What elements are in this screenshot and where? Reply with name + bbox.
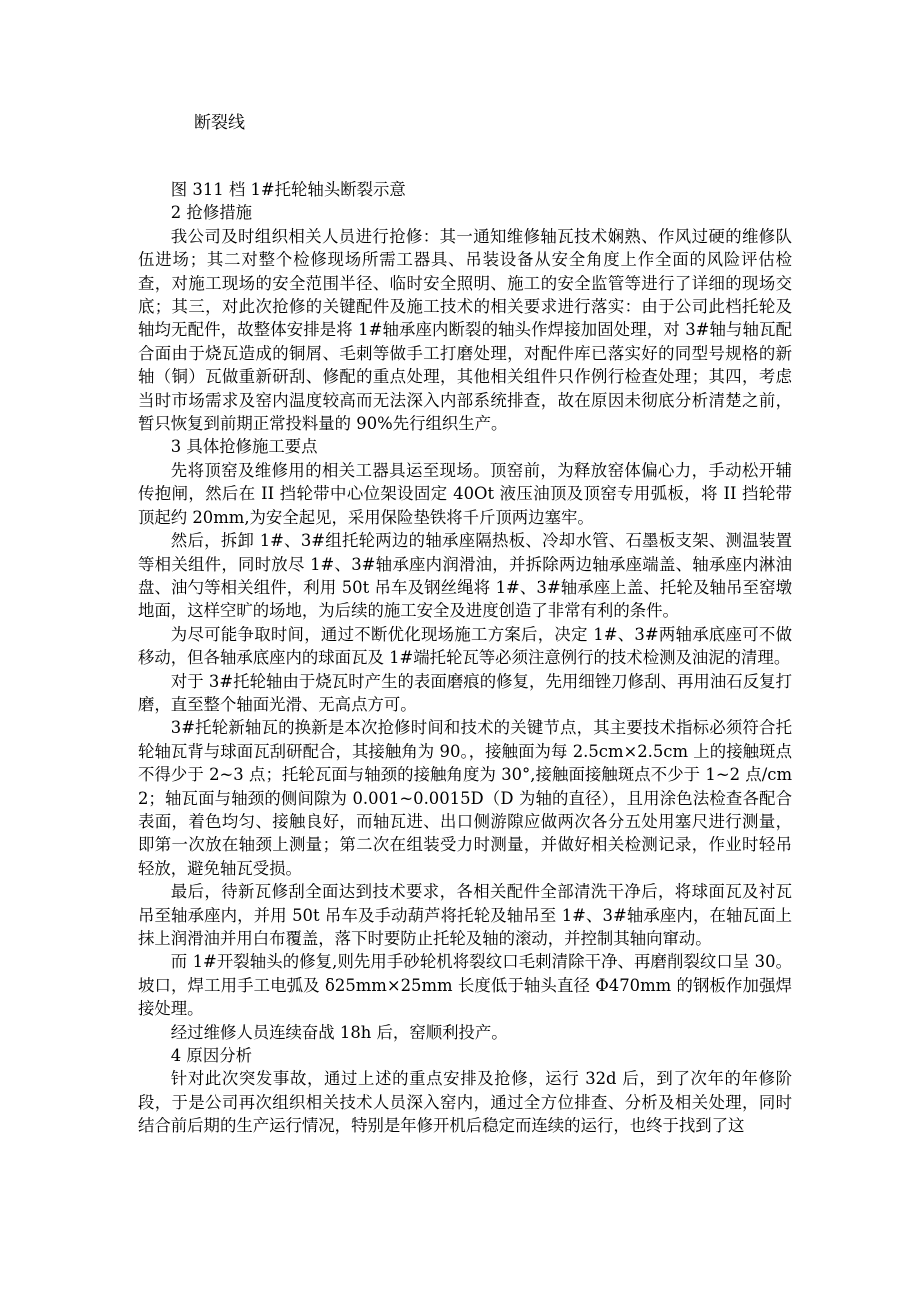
section-heading-cause-analysis: 4 原因分析 <box>170 1046 252 1066</box>
paragraph: 最后，待新瓦修刮全面达到技术要求，各相关配件全部清洗干净后，将球面瓦及衬瓦吊至轴承座内，并用 50t 吊车及手动葫芦将托轮及轴吊至 1#、3#轴承座内，在轴瓦面上抹上润滑油并用白布覆盖，落下时要防止托轮及轴的滚动，并控制其轴向窜动。 <box>138 882 792 948</box>
figure-caption: 图 311 档 1#托轮轴头断裂示意 <box>170 180 406 199</box>
paragraph: 而 1#开裂轴头的修复,则先用手砂轮机将裂纹口毛刺清除干净、再磨削裂纹口呈 30。坡口，焊工用手工电弧及 δ25mm×25mm 长度低于轴头直径 Φ470mm 的钢板作加强焊接处理。 <box>138 952 792 1019</box>
section-heading-repair-measures: 2 抢修措施 <box>170 203 252 223</box>
break-line-label: 断裂线 <box>194 113 245 133</box>
paragraph: 3#托轮新轴瓦的换新是本次抢修时间和技术的关键节点，其主要技术指标必须符合托轮轴瓦背与球面瓦刮研配合，其接触角为 90。，接触面为每 2.5cm×2.5cm 上的接触斑点不得少于 2~3 点；托轮瓦面与轴颈的接触角度为 30°,接触面接触斑点不少于 1~2 点/cm2；轴瓦面与轴颈的侧间隙为 0.001~0.0015D（D 为轴的直径），且用涂色法检查各配合表面，着色均匀、接触良好，而轴瓦进、出口侧游隙应做两次各分五处用塞尺进行测量，即第一次放在轴颈上测量；第二次在组装受力时测量，并做好相关检测记录，作业时轻吊轻放，避免轴瓦受损。 <box>138 718 792 878</box>
paragraph: 先将顶窑及维修用的相关工器具运至现场。顶窑前，为释放窑体偏心力，手动松开辅传抱闸，然后在 II 挡轮带中心位架设固定 40Ot 液压油顶及顶窑专用弧板，将 II 挡轮带顶起约 20mm,为安全起见，采用保险垫铁将千斤顶两边塞牢。 <box>138 460 792 527</box>
document-body <box>138 178 792 1138</box>
section-heading-construction-points: 3 具体抢修施工要点 <box>170 437 318 457</box>
paragraph: 然后，拆卸 1#、3#组托轮两边的轴承座隔热板、冷却水管、石墨板支架、测温装置等相关组件，同时放尽 1#、3#轴承座内润滑油，并拆除两边轴承座端盖、轴承座内淋油盘、油勺等相关组件，利用 50t 吊车及钢丝绳将 1#、3#轴承座上盖、托轮及轴吊至窑墩地面，这样空旷的场地，为后续的施工安全及进度创造了非常有利的条件。 <box>138 531 792 621</box>
paragraph: 我公司及时组织相关人员进行抢修：其一通知维修轴瓦技术娴熟、作风过硬的维修队伍进场；其二对整个检修现场所需工器具、吊装设备从安全角度上作全面的风险评估检查，对施工现场的安全范围半径、临时安全照明、施工的安全监管等进行了详细的现场交底；其三，对此次抢修的关键配件及施工技术的相关要求进行落实：由于公司此档托轮及轴均无配件，故整体安排是将 1#轴承座内断裂的轴头作焊接加固处理，对 3#轴与轴瓦配合面由于烧瓦造成的铜屑、毛刺等做手工打磨处理，对配件库已落实好的同型号规格的新轴（铜）瓦做重新研刮、修配的重点处理，其他相关组件只作例行检查处理；其四，考虑当时市场需求及窑内温度较高而无法深入内部系统排查，故在原因未彻底分析清楚之前，暂只恢复到前期正常投料量的 90%先行组织生产。 <box>138 226 792 434</box>
paragraph: 经过维修人员连续奋战 18h 后，窑顺利投产。 <box>170 1022 508 1042</box>
paragraph: 对于 3#托轮轴由于烧瓦时产生的表面磨痕的修复，先用细锉刀修刮、再用油石反复打磨，直至整个轴面光滑、无高点方可。 <box>138 671 792 714</box>
paragraph: 为尽可能争取时间，通过不断优化现场施工方案后，决定 1#、3#两轴承底座可不做移动，但各轴承底座内的球面瓦及 1#端托轮瓦等必须注意例行的技术检测及油泥的清理。 <box>138 624 792 668</box>
paragraph: 针对此次突发事故，通过上述的重点安排及抢修，运行 32d 后，到了次年的年修阶段，于是公司再次组织相关技术人员深入窑内，通过全方位排查、分析及相关处理，同时结合前后期的生产运行情况，特别是年修开机后稳定而连续的运行，也终于找到了这 <box>138 1069 792 1136</box>
